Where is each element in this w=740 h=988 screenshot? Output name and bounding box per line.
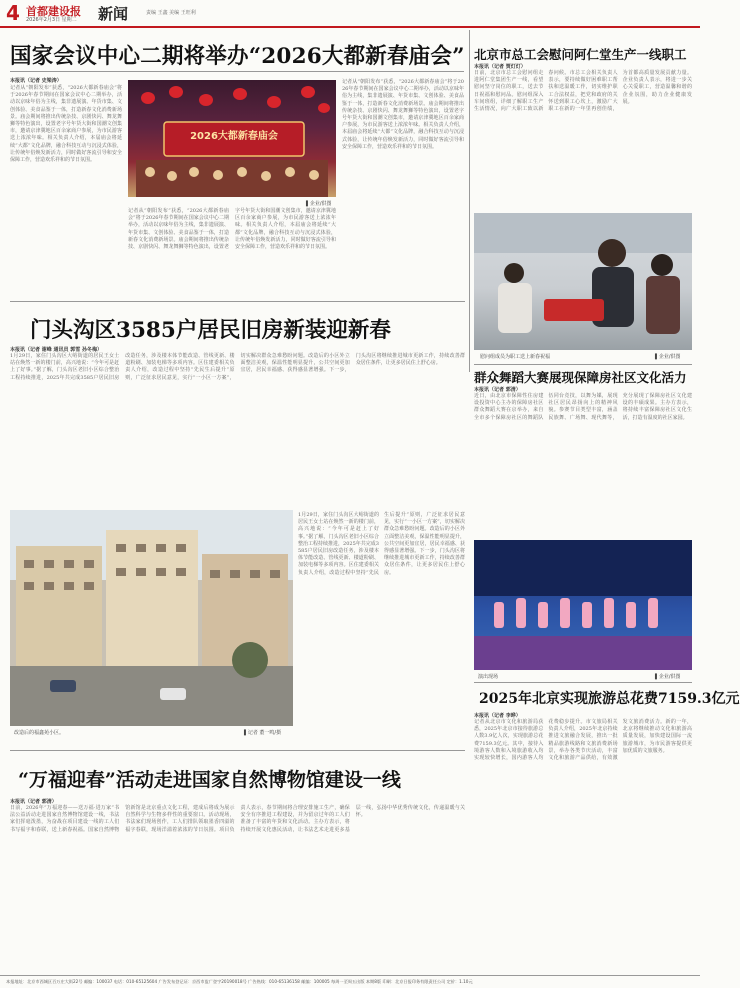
article5-headline: “万福迎春”活动走进国家自然博物馆建设一线 bbox=[18, 769, 401, 791]
article5-text bbox=[10, 798, 465, 970]
article4-body: 近日，由北京市保障性住房建设投资中心主办的保障房社区群众舞蹈大赛在京举办，来自全市多个保障房社区的舞蹈队伍同台竞技，以舞为媒，展现社区居民昂扬向上的精神风貌。参赛节目类型丰富，涵盖民族舞、广场舞、现代舞等，充分展现了保障房社区文化建设的丰硕成果。主办方表示，将持续丰富保障房社区文化生活，打造有温度的社区家园。 bbox=[474, 393, 692, 421]
article6-byline: 本报讯（记者 李晔） bbox=[474, 713, 521, 719]
article3-byline: 本报讯（记者 谢峰 通讯员 郭雪 孙冬梅） bbox=[10, 347, 102, 353]
article4-photo-credit: ▌企业/供图 bbox=[655, 674, 681, 680]
article4-photo-caption: 演出现场 bbox=[478, 674, 499, 680]
article3-photo bbox=[10, 510, 293, 726]
article5-body: 日前，2026年“万福迎春——送万福·进万家”书法公益活动走进国家自然博物馆建设一线，书法家们挥毫泼墨，为奋战在项目建设一线的工人们书写福字和春联，送上新春祝福。国家自然博物馆新馆是北京重点文化工程，建成后将成为展示自然科学与生物多样性的重要窗口。活动现场，书法家们现场创作，工人们排队领取墨香四溢的福字春联，现场洋溢着浓浓的节日氛围。项目负责人表示，春节期间将合理安排施工生产，确保安全有序推进工程建设，并为留京过年的工人们准备了丰富的年货和文化活动。主办方表示，将持续开展文化惠民活动，让书法艺术走进更多基层一线，弘扬中华优秀传统文化，传递温暖与关怀。 bbox=[10, 805, 465, 833]
issue-date: 2026年2月3日 星期二 bbox=[26, 17, 77, 23]
divider bbox=[10, 301, 465, 302]
article2-photo-credit: ▌企业/供图 bbox=[655, 354, 681, 360]
article3-photo-caption: 改造后的福鑫苑小区。 bbox=[14, 730, 65, 736]
divider bbox=[10, 71, 464, 72]
article2-photo bbox=[474, 213, 692, 350]
article1-photo-credit: ▌企业/供图 bbox=[306, 201, 332, 207]
article1-photo-banner-text: 2026大都新春庙会 bbox=[190, 131, 278, 142]
article1-byline: 本报讯（记者 史梁涛） bbox=[10, 78, 62, 84]
divider bbox=[474, 682, 692, 683]
article2-byline: 本报讯（记者 贾灯灯） bbox=[474, 64, 526, 70]
article4-text bbox=[474, 386, 692, 538]
section-title: 新闻 bbox=[98, 5, 129, 23]
article3-text-area bbox=[10, 346, 465, 509]
article1-body-cont: 记者从“朝阳发布”获悉，“2026大都新春庙会”将于2026年春节期间在国家会议中心二期举办，活动以京味年俗为主线，集非遗展演、年货市集、文创体验、美食品鉴于一体，打造新春文化消费新场景。庙会期间将推出传统杂技、京剧快闪、舞龙舞狮等特色演出，设置老字号年货大街和国潮文创集市，邀请京津冀地区百余家商户参展，为市民游客送上浓浓年味。相关负责人介绍，本届庙会将延续“大都”文化品牌，融合科技互动与沉浸式体验，让传统年俗焕发新活力，同时做好客流引导和安全保障工作，营造欢乐祥和的节日氛围。 bbox=[128, 208, 336, 251]
article3-headline: 门头沟区3585户居民旧房新装迎新春 bbox=[30, 318, 391, 343]
column-divider bbox=[469, 30, 470, 372]
article3-photo-credit: ▌记者 董一鸣/摄 bbox=[244, 730, 282, 736]
article4-photo bbox=[474, 540, 692, 670]
article6-headline: 2025年北京实现旅游总花费7159.3亿元 bbox=[479, 691, 740, 707]
article1-photo bbox=[128, 80, 336, 197]
article3-body: 1月29日，家住门头沟区大峪街道的居民王女士站在焕然一新的楼门前，高兴地说：“今年可是赶上了好事。”据了解，门头沟区老旧小区综合整治工程持续推进，2025年共完成3585户居民旧房改造任务，涉及楼本体节能改造、管线更新、楼道粉刷、加装电梯等多项内容。区住建委相关负责人介绍，改造过程中坚持“先民生后提升”原则，广泛征求居民意见，实行“一小区一方案”，切实解决群众急难愁盼问题。改造后的小区外立面整洁美观，保温性能明显提升，公共空间更加宜居，居民幸福感、获得感显著增强。下一步，门头沟区将继续推进城市更新工作，持续改善群众居住条件，让更多居民住上舒心房。 bbox=[10, 353, 465, 381]
editors-line: 责编 王鑫 美编 王旺利 bbox=[146, 10, 196, 16]
article1-body: 记者从“朝阳发布”获悉，“2026大都新春庙会”将于2026年春节期间在国家会议中心二期举办，活动以京味年俗为主线，集非遗展演、年货市集、文创体验、美食品鉴于一体，打造新春文化消费新场景。庙会期间将推出传统杂技、京剧快闪、舞龙舞狮等特色演出，设置老字号年货大街和国潮文创集市，邀请京津冀地区百余家商户参展，为市民游客送上浓浓年味。相关负责人介绍，本届庙会将延续“大都”文化品牌，融合科技互动与沉浸式体验，让传统年俗焕发新活力，同时做好客流引导和安全保障工作，营造欢乐祥和的节日氛围。 bbox=[10, 85, 122, 164]
article4-headline: 群众舞蹈大赛展现保障房社区文化活力 bbox=[474, 370, 687, 385]
page-footer: 本报地址：北京市西城区百万庄大街22号 邮编：100037 电话：010-65125604 广告发布登记证：京西市监广登字20190018号 广告热线：010-65136158 邮编：100005 每周一至周五出版 本期8版 印刷：北京日报印务有限责任公司 定价：1.10元 bbox=[0, 975, 700, 988]
dance-performance-illustration bbox=[474, 540, 692, 670]
article2-headline: 北京市总工会慰问阿仁堂生产一线职工 bbox=[474, 47, 687, 62]
article6-text bbox=[474, 712, 692, 970]
newspaper-brand: 首都建设报 bbox=[26, 5, 81, 18]
article4-byline: 本报讯（记者 郭清） bbox=[474, 387, 521, 393]
article2-text bbox=[474, 63, 692, 211]
article2-body: 日前，北京市总工会慰问组走进阿仁堂集团生产一线，看望慰问坚守岗位的职工，送去节日祝福和慰问品。慰问组深入车间班组，详细了解职工生产生活情况，向广大职工致以新春问候。市总工会相关负责人表示，要持续做好困难职工帮扶和送温暖工作，切实维护职工合法权益，把党和政府的关怀送到职工心坎上，激励广大职工在新的一年里再创佳绩，为首都高质量发展贡献力量。企业负责人表示，将进一步关心关爱职工，营造温馨和谐的企业氛围，助力企业健康发展。 bbox=[474, 70, 692, 113]
page-number: 4 bbox=[6, 1, 20, 25]
masthead bbox=[0, 0, 700, 28]
article1-lead-column bbox=[10, 77, 122, 299]
divider bbox=[10, 750, 465, 751]
article5-byline: 本报讯（记者 郭清） bbox=[10, 799, 57, 805]
article6-body: 记者从北京市文化和旅游局获悉，2025年北京市接待旅游总人数3.9亿人次，实现旅游总花费7159.3亿元。其中，接待入境游客人数和入境旅游收入均实现较快增长，国内游客人均花费稳步提升。市文旅局相关负责人介绍，2025年北京持续推进文旅融合发展，推出一批精品旅游线路和文旅消费新场景，举办各类节庆活动，丰富文化和旅游产品供给，有效激发文旅消费活力。新的一年，北京将继续推动文化和旅游高质量发展，加快建设国际一流旅游城市，为市民游客提供更加优质的文旅服务。 bbox=[474, 719, 692, 762]
article1-body-col3: 记者从“朝阳发布”获悉，“2026大都新春庙会”将于2026年春节期间在国家会议中心二期举办，活动以京味年俗为主线，集非遗展演、年货市集、文创体验、美食品鉴于一体，打造新春文化消费新场景。庙会期间将推出传统杂技、京剧快闪、舞龙舞狮等特色演出，设置老字号年货大街和国潮文创集市，邀请京津冀地区百余家商户参展，为市民游客送上浓浓年味。相关负责人介绍，本届庙会将延续“大都”文化品牌，融合科技互动与沉浸式体验，让传统年俗焕发新活力，同时做好客流引导和安全保障工作，营造欢乐祥和的节日氛围。 bbox=[342, 79, 464, 150]
article1-headline: 国家会议中心二期将举办“2026大都新春庙会” bbox=[10, 44, 465, 69]
article2-photo-caption: 慰问组成员为职工送上新春祝福 bbox=[480, 354, 551, 360]
workers-meeting-illustration bbox=[474, 213, 692, 350]
article3-body-cont: 1月29日，家住门头沟区大峪街道的居民王女士站在焕然一新的楼门前，高兴地说：“今年可是赶上了好事。”据了解，门头沟区老旧小区综合整治工程持续推进，2025年共完成3585户居民旧房改造任务，涉及楼本体节能改造、管线更新、楼道粉刷、加装电梯等多项内容。区住建委相关负责人介绍，改造过程中坚持“先民生后提升”原则，广泛征求居民意见，实行“一小区一方案”，切实解决群众急难愁盼问题。改造后的小区外立面整洁美观，保温性能明显提升，公共空间更加宜居，居民幸福感、获得感显著增强。下一步，门头沟区将继续推进城市更新工作，持续改善群众居住条件，让更多居民住上舒心房。 bbox=[298, 512, 465, 576]
divider bbox=[474, 364, 692, 365]
renovated-residential-buildings-illustration bbox=[10, 510, 293, 726]
